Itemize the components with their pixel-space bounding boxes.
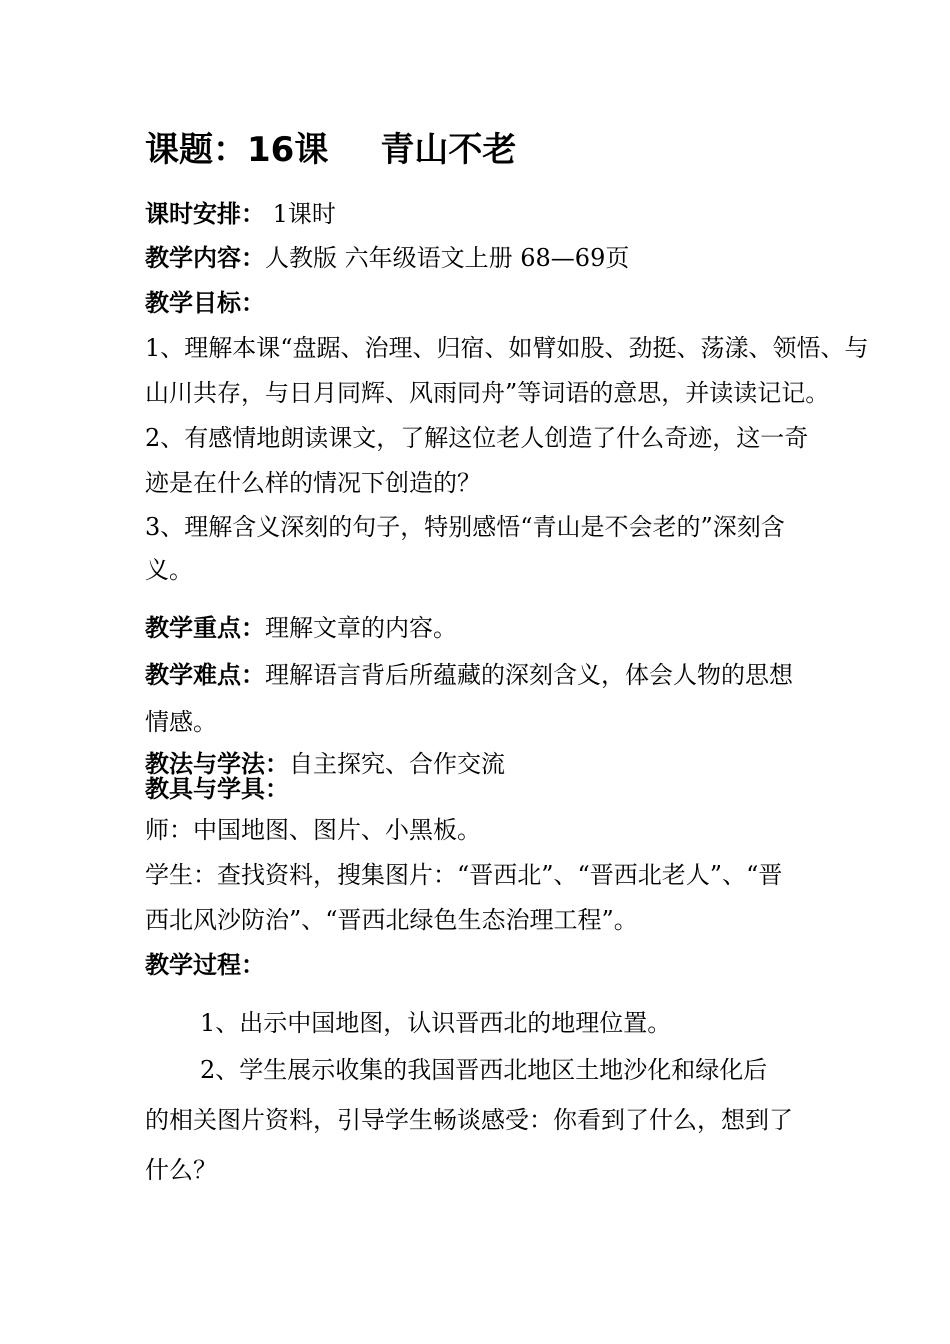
goal-line: 3、理解含义深刻的句子，特别感悟“青山是不会老的”深刻含 (145, 513, 785, 541)
difficulty-value: 理解语言背后所蕴藏的深刻含义，体会人物的思想 (265, 661, 793, 689)
tools-line: 学生：查找资料，搜集图片：“晋西北”、“晋西北老人”、“晋 (145, 861, 783, 889)
key-point-value: 理解文章的内容。 (265, 614, 457, 642)
process-line: 什么？ (145, 1156, 217, 1184)
lesson-number: 课题：16课 (145, 130, 329, 170)
tools-line: 西北风沙防治”、“晋西北绿色生态治理工程”。 (145, 906, 638, 934)
content-row (145, 242, 629, 274)
lesson-title (145, 130, 516, 170)
goal-line: 义。 (145, 556, 193, 584)
process-label: 教学过程： (145, 951, 265, 979)
lesson-name: 青山不老 (380, 130, 517, 170)
difficulty-row (145, 659, 793, 691)
methods-label: 教法与学法： (145, 750, 289, 778)
tools-label: 教具与学具： (145, 775, 289, 803)
key-point-label: 教学重点： (145, 614, 265, 642)
goal-line: 山川共存，与日月同辉、风雨同舟”等词语的意思，并读读记记。 (145, 379, 830, 407)
schedule-label: 课时安排： (145, 200, 265, 228)
key-point-row (145, 612, 457, 644)
schedule-row (145, 198, 336, 230)
goal-line: 迹是在什么样的情况下创造的？ (145, 469, 481, 497)
schedule-value: 1课时 (265, 200, 336, 228)
content-label: 教学内容： (145, 244, 265, 272)
process-line: 2、学生展示收集的我国晋西北地区土地沙化和绿化后 (200, 1056, 768, 1084)
methods-value: 自主探究、合作交流 (289, 750, 505, 778)
goal-line: 2、有感情地朗读课文，了解这位老人创造了什么奇迹，这一奇 (145, 424, 809, 452)
goals-label: 教学目标： (145, 289, 265, 317)
goal-line: 1、理解本课“盘踞、治理、归宿、如臂如股、劲挺、荡漾、领悟、与 (145, 334, 869, 362)
difficulty-continuation: 情感。 (145, 708, 217, 736)
difficulty-label: 教学难点： (145, 661, 265, 689)
process-line: 的相关图片资料，引导学生畅谈感受：你看到了什么，想到了 (145, 1106, 793, 1134)
tools-line: 师：中国地图、图片、小黑板。 (145, 816, 481, 844)
process-line: 1、出示中国地图，认识晋西北的地理位置。 (200, 1009, 672, 1037)
content-value: 人教版 六年级语文上册 68—69页 (265, 244, 630, 272)
